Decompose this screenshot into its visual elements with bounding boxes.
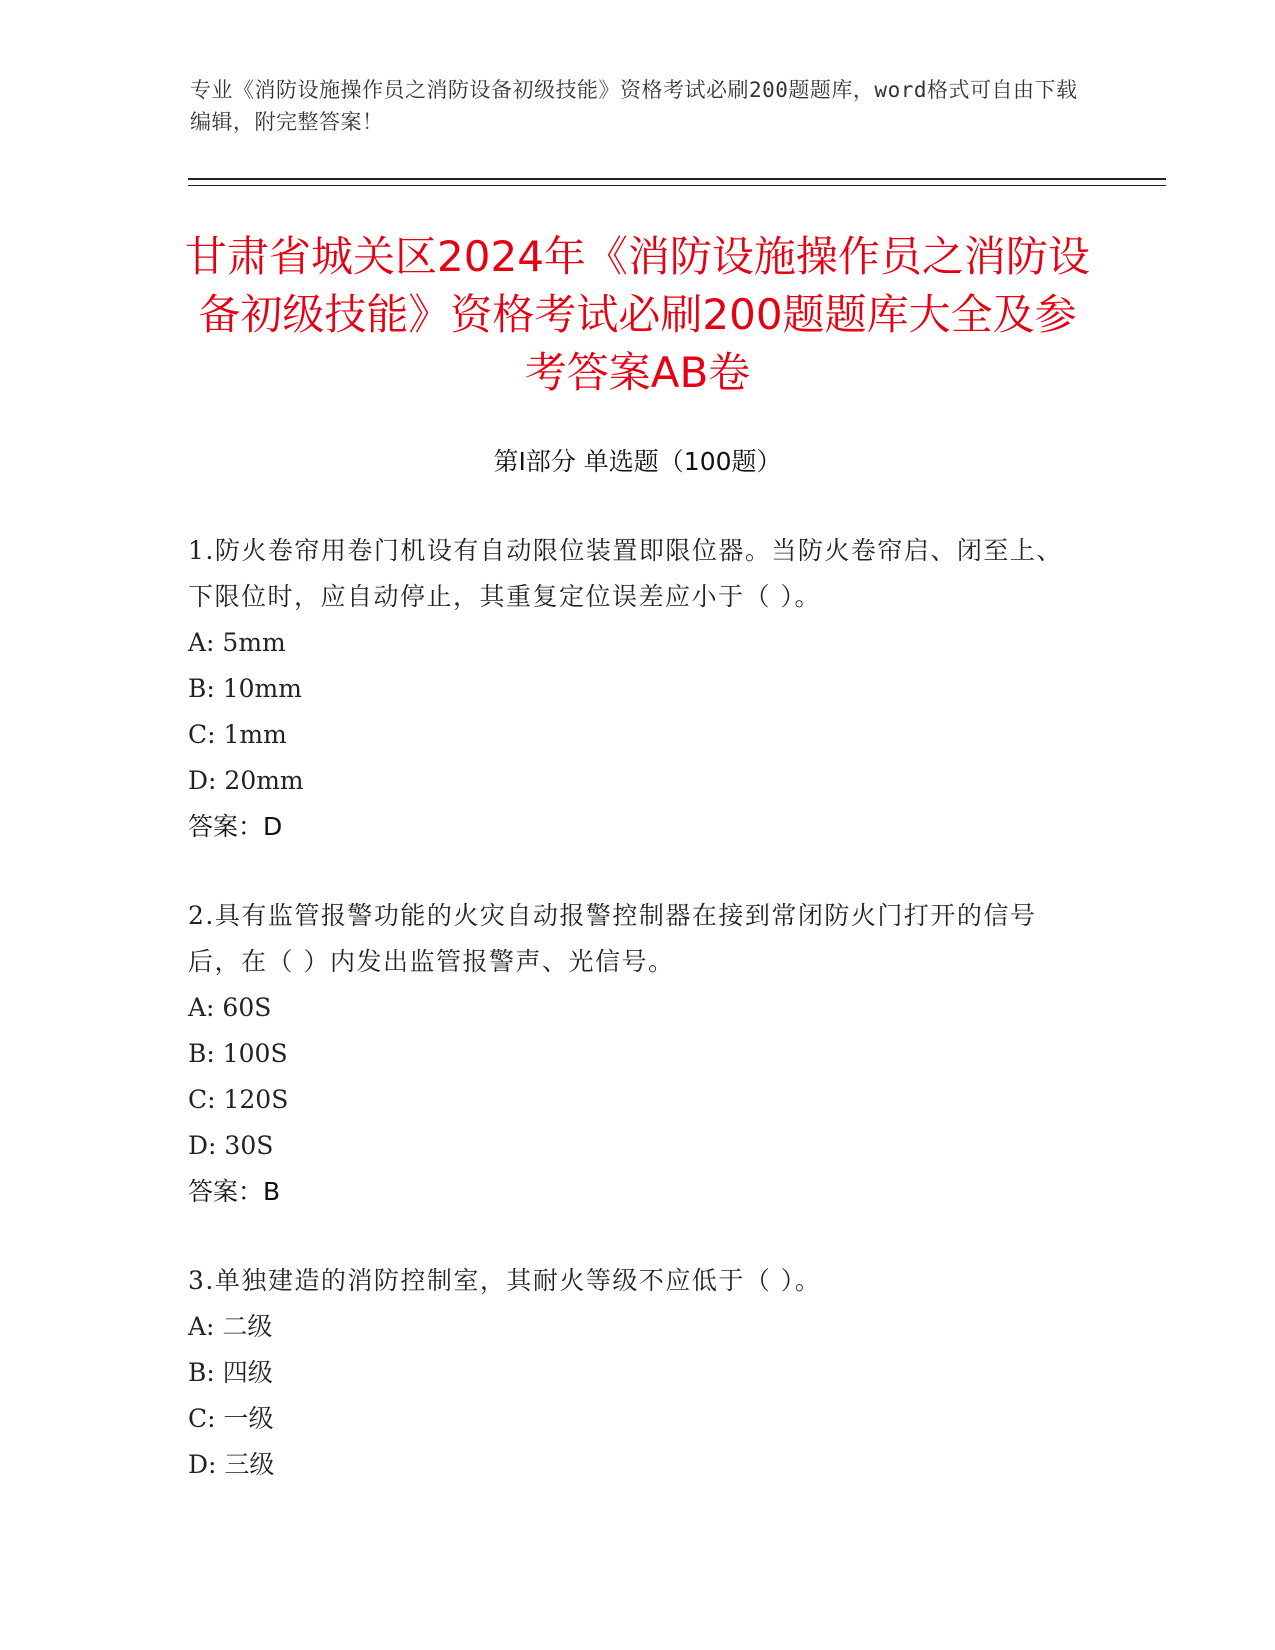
option-a: A: 60S [188, 993, 272, 1022]
section-heading: 第I部分 单选题（100题） [493, 447, 782, 476]
question-3 [188, 1258, 1088, 1488]
document-title: 甘肃省城关区2024年《消防设施操作员之消防设备初级技能》资格考试必刷200题题库大全及参考答案AB卷 [185, 232, 1090, 397]
option-b: B: 100S [188, 1039, 288, 1068]
option-d: D: 20mm [188, 766, 304, 795]
option-a: A: 5mm [188, 628, 286, 657]
option-d: D: 30S [188, 1131, 274, 1160]
answer-line: 答案：B [188, 1177, 281, 1206]
option-c: C: 1mm [188, 720, 287, 749]
header-divider-thick [188, 178, 1166, 180]
question-2 [188, 893, 1088, 1215]
option-c: C: 一级 [188, 1404, 274, 1433]
header-note: 专业《消防设施操作员之消防设备初级技能》资格考试必刷200题题库，word格式可自由下载编辑，附完整答案！ [190, 78, 1078, 134]
question-stem: 1.防火卷帘用卷门机设有自动限位装置即限位器。当防火卷帘启、闭至上、下限位时，应自动停止，其重复定位误差应小于（ ）。 [188, 536, 1063, 611]
question-1 [188, 528, 1088, 850]
answer-line: 答案：D [188, 812, 283, 841]
option-a: A: 二级 [188, 1312, 273, 1341]
option-b: B: 四级 [188, 1358, 273, 1387]
question-stem: 3.单独建造的消防控制室，其耐火等级不应低于（ ）。 [188, 1266, 822, 1295]
option-b: B: 10mm [188, 674, 302, 703]
question-stem: 2.具有监管报警功能的火灾自动报警控制器在接到常闭防火门打开的信号后，在（ ）内发出监管报警声、光信号。 [188, 901, 1037, 976]
header-divider-thin [188, 185, 1166, 186]
option-c: C: 120S [188, 1085, 289, 1114]
option-d: D: 三级 [188, 1450, 275, 1479]
